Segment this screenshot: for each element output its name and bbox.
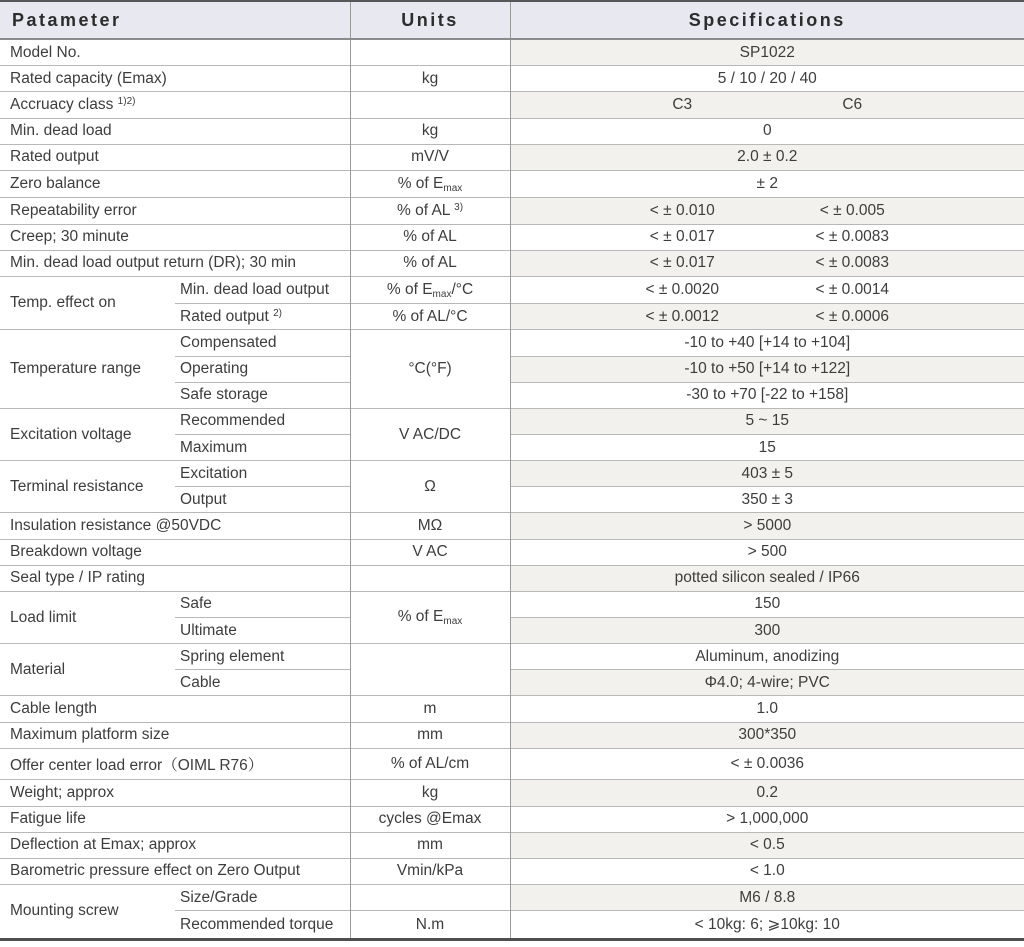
header-row [0,1,1024,39]
unit-cell [350,644,510,696]
spec-cell [510,92,1024,118]
spec-value: < ± 0.0020 [645,281,720,299]
table-row [0,513,1024,539]
unit-cell [350,565,510,591]
spec-cell: 2.0 ± 0.2 [510,144,1024,170]
table-row [0,170,1024,198]
parameter-cell: Maximum platform size [0,722,350,748]
unit-cell: kg [350,66,510,92]
spec-cell: 5 ~ 15 [510,408,1024,434]
parameter-cell: Accruacy class $^{1)2)}$ [0,92,350,118]
unit-cell: °C(°F) [350,330,510,408]
unit-cell: N.m [350,911,510,940]
superscript: 2) [273,307,282,319]
unit-cell: mm [350,832,510,858]
parameter-cell: Offer center load error（OIML R76） [0,748,350,780]
table-row [0,591,1024,617]
parameter-cell: Cable length [0,696,350,722]
unit-cell: m [350,696,510,722]
unit-cell: kg [350,780,510,806]
spec-cell: < 1.0 [510,858,1024,884]
spec-cell: 150 [510,591,1024,617]
table-header [0,1,1024,39]
unit-cell: mV/V [350,144,510,170]
table-row [0,539,1024,565]
parameter-cell: Insulation resistance @50VDC [0,513,350,539]
subscript: max [443,182,463,194]
spec-cell: < 0.5 [510,832,1024,858]
sub-parameter-cell: Recommended torque [175,911,350,940]
unit-cell [350,92,510,118]
spec-cell: > 5000 [510,513,1024,539]
spec-cell [510,250,1024,276]
header-specifications: Specifications [510,1,1024,39]
spec-dual-values [511,281,1024,299]
unit-cell: kg [350,118,510,144]
unit-cell: V AC [350,539,510,565]
spec-value: < ± 0.005 [819,201,885,219]
spec-value: < ± 0.0012 [645,307,720,325]
spec-dual-values [511,254,1024,272]
subscript: max [443,616,463,628]
sub-parameter-cell: Output [175,487,350,513]
sub-parameter-cell: Maximum [175,435,350,461]
table-row [0,92,1024,118]
parameter-cell: Min. dead load [0,118,350,144]
spec-value: < ± 0.017 [649,228,715,246]
table-row [0,748,1024,780]
spec-cell: -30 to +70 [-22 to +158] [510,382,1024,408]
spec-cell: 0.2 [510,780,1024,806]
parameter-cell: Seal type / IP rating [0,565,350,591]
spec-cell: Aluminum, anodizing [510,644,1024,670]
parameter-cell: Creep; 30 minute [0,224,350,250]
spec-cell: 1.0 [510,696,1024,722]
spec-value: < ± 0.017 [649,254,715,272]
unit-cell: % of AL [350,250,510,276]
table-row [0,644,1024,670]
parameter-cell: Temp. effect on [0,276,175,330]
subscript: max [432,288,452,300]
spec-cell [510,304,1024,330]
parameter-cell: Zero balance [0,170,350,198]
sub-parameter-cell: Spring element [175,644,350,670]
unit-cell: MΩ [350,513,510,539]
parameter-cell: Deflection at Emax; approx [0,832,350,858]
spec-cell: -10 to +50 [+14 to +122] [510,356,1024,382]
spec-value: < ± 0.0006 [815,307,890,325]
spec-table-body [0,39,1024,940]
table-row [0,198,1024,224]
table-row [0,118,1024,144]
spec-cell [510,276,1024,304]
table-row [0,832,1024,858]
unit-cell: Vmin/kPa [350,858,510,884]
table-row [0,144,1024,170]
table-row [0,461,1024,487]
spec-cell [510,224,1024,250]
sub-parameter-cell: Excitation [175,461,350,487]
unit-cell [350,39,510,66]
header-units: Units [350,1,510,39]
table-row [0,722,1024,748]
spec-dual-values [511,308,1024,326]
spec-cell: Φ4.0; 4-wire; PVC [510,670,1024,696]
parameter-cell: Temperature range [0,330,175,408]
table-row [0,250,1024,276]
sub-parameter-cell: Cable [175,670,350,696]
spec-cell: > 500 [510,539,1024,565]
spec-cell: -10 to +40 [+14 to +104] [510,330,1024,356]
sub-parameter-cell: Ultimate [175,618,350,644]
unit-cell: Ω [350,461,510,513]
parameter-cell: Load limit [0,591,175,643]
table-row [0,330,1024,356]
parameter-cell: Material [0,644,175,696]
unit-cell [350,884,510,910]
spec-value: < ± 0.0083 [815,228,890,246]
spec-value: < ± 0.0083 [815,254,890,272]
sub-parameter-cell: Operating [175,356,350,382]
parameter-cell: Model No. [0,39,350,66]
spec-cell: 15 [510,435,1024,461]
parameter-cell: Breakdown voltage [0,539,350,565]
parameter-cell: Repeatability error [0,198,350,224]
table-row [0,39,1024,66]
parameter-cell: Min. dead load output return (DR); 30 min [0,250,350,276]
spec-cell: potted silicon sealed / IP66 [510,565,1024,591]
spec-cell: ± 2 [510,170,1024,198]
table-row [0,858,1024,884]
table-row [0,408,1024,434]
table-row [0,696,1024,722]
unit-cell: % of AL/cm [350,748,510,780]
spec-cell: < ± 0.0036 [510,748,1024,780]
unit-cell: % of Emax [350,591,510,643]
parameter-cell: Excitation voltage [0,408,175,460]
spec-cell: SP1022 [510,39,1024,66]
parameter-cell: Rated output [0,144,350,170]
sub-parameter-cell: Rated output $^{2)}$ [175,304,350,330]
spec-cell: 350 ± 3 [510,487,1024,513]
superscript: 3) [454,201,464,213]
parameter-cell: Fatigue life [0,806,350,832]
unit-cell: % of AL/°C [350,304,510,330]
superscript: 1)2) [117,96,136,108]
header-parameter: Patameter [0,1,350,39]
spec-dual-values [511,228,1024,246]
spec-cell: 403 ± 5 [510,461,1024,487]
spec-cell: 0 [510,118,1024,144]
spec-cell [510,198,1024,224]
sub-parameter-cell: Safe [175,591,350,617]
unit-cell: % of AL [350,224,510,250]
spec-value: < ± 0.010 [649,201,715,219]
unit-cell: % of Emax/°C [350,276,510,304]
table-row [0,276,1024,304]
spec-cell: > 1,000,000 [510,806,1024,832]
unit-cell: V AC/DC [350,408,510,460]
spec-cell: M6 / 8.8 [510,884,1024,910]
spec-cell: < 10kg: 6; ⩾10kg: 10 [510,911,1024,940]
spec-value: C3 [672,96,693,114]
spec-cell: 300 [510,618,1024,644]
spec-cell: 300*350 [510,722,1024,748]
unit-cell: mm [350,722,510,748]
spec-dual-values [511,96,1024,114]
parameter-cell: Barometric pressure effect on Zero Output [0,858,350,884]
unit-cell: cycles @Emax [350,806,510,832]
table-row [0,66,1024,92]
parameter-cell: Rated capacity (Emax) [0,66,350,92]
sub-parameter-cell: Recommended [175,408,350,434]
spec-cell: 5 / 10 / 20 / 40 [510,66,1024,92]
sub-parameter-cell: Min. dead load output [175,276,350,304]
parameter-cell: Terminal resistance [0,461,175,513]
table-row [0,224,1024,250]
table-row [0,565,1024,591]
parameter-cell: Weight; approx [0,780,350,806]
spec-dual-values [511,202,1024,220]
table-row [0,884,1024,910]
parameter-cell: Mounting screw [0,884,175,939]
table-row [0,780,1024,806]
unit-cell: % of Emax [350,170,510,198]
table-row [0,806,1024,832]
spec-value: C6 [842,96,863,114]
unit-cell: % of AL $^{3)}$ [350,198,510,224]
sub-parameter-cell: Compensated [175,330,350,356]
sub-parameter-cell: Safe storage [175,382,350,408]
spec-value: < ± 0.0014 [815,281,890,299]
sub-parameter-cell: Size/Grade [175,884,350,910]
